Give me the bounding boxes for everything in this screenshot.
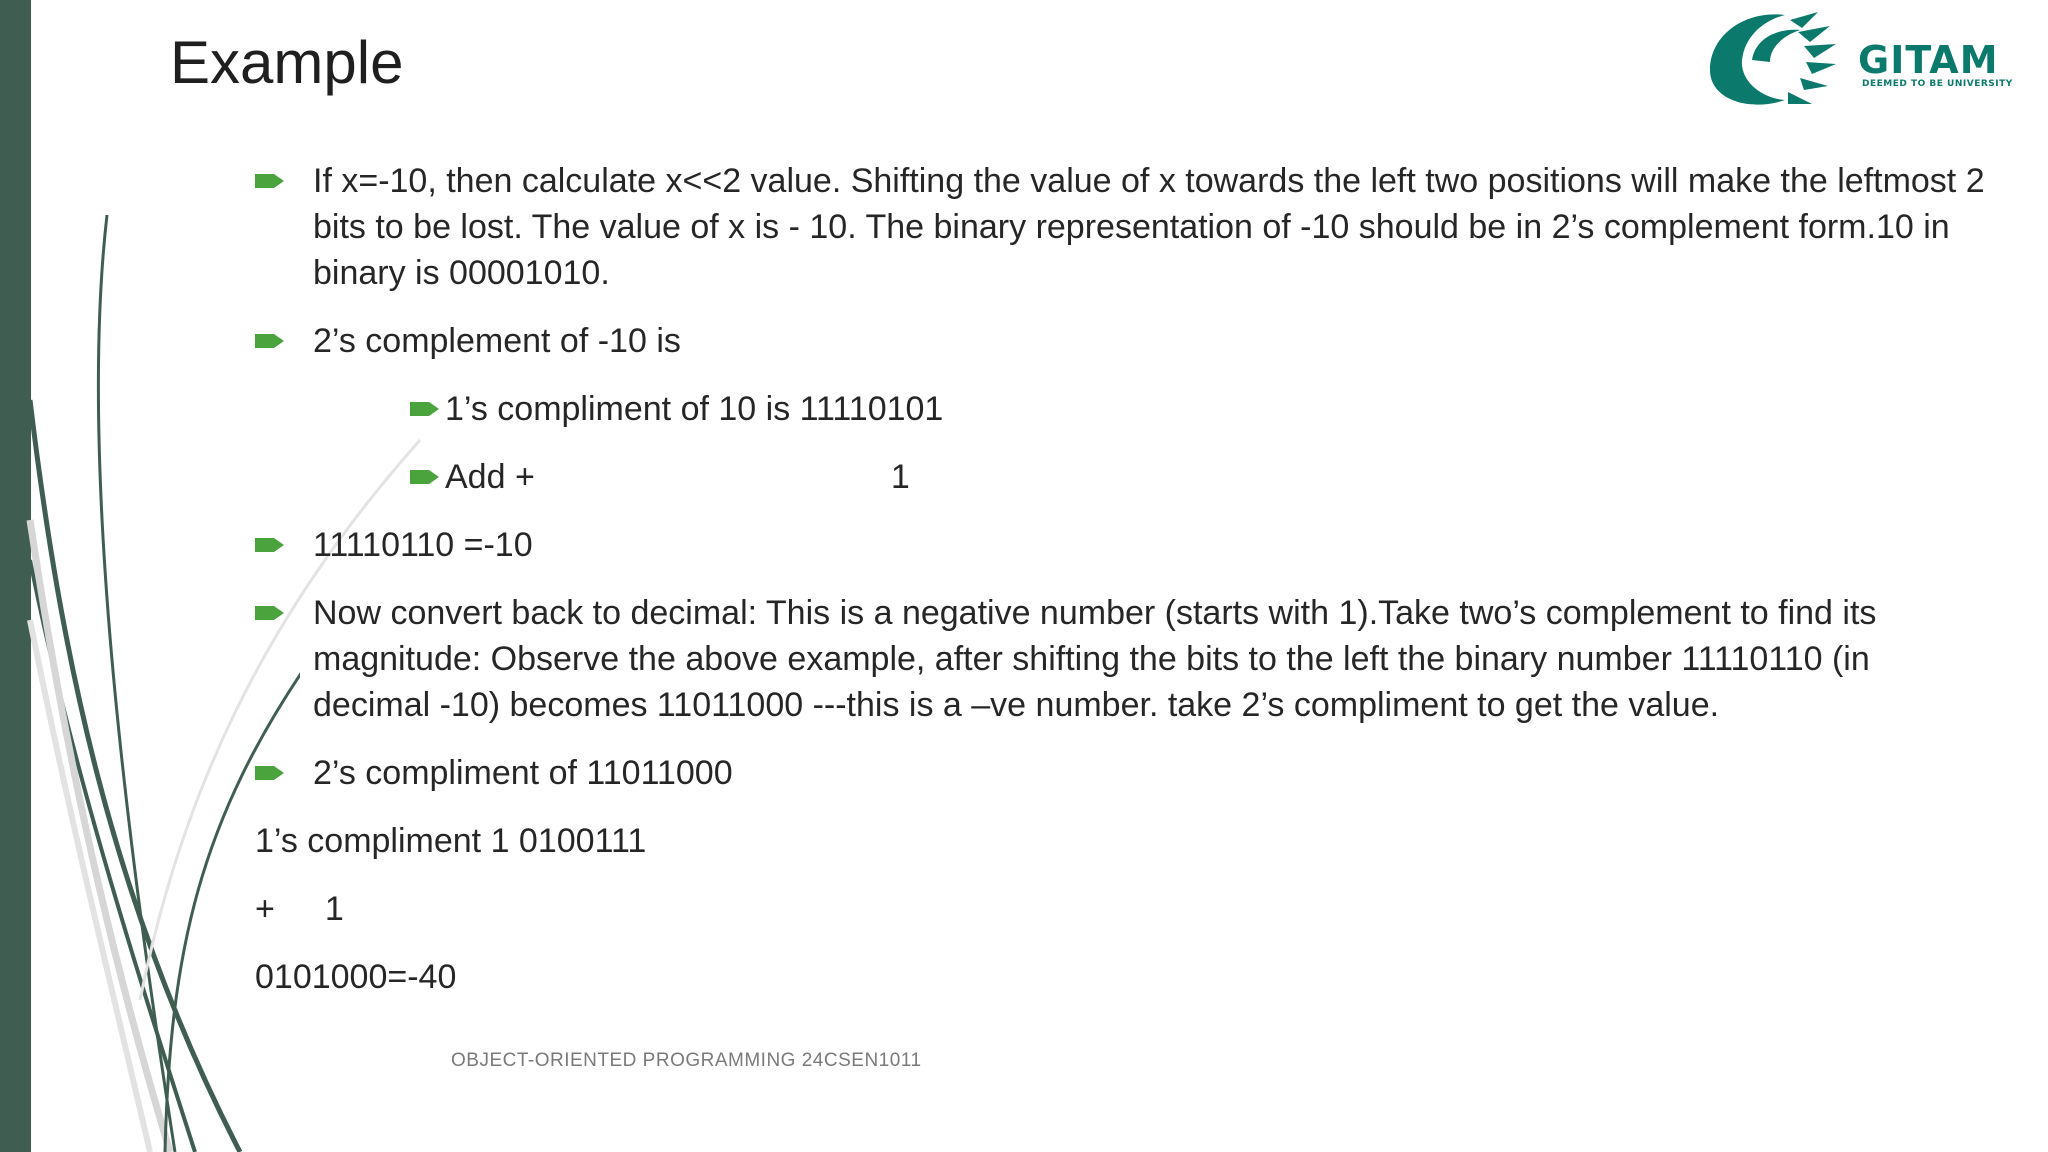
plus-sign: + xyxy=(255,890,275,928)
arrow-bullet-icon xyxy=(255,331,285,351)
arrow-bullet-icon xyxy=(255,763,285,783)
sub-bullet-text: Add + xyxy=(445,458,535,496)
logo-wordmark: GITAM xyxy=(1858,38,1999,82)
bullet-item xyxy=(255,590,1995,728)
slide-body xyxy=(255,158,1995,1000)
arrow-bullet-icon xyxy=(255,535,285,555)
logo-tagline: DEEMED TO BE UNIVERSITY xyxy=(1862,79,2013,89)
arrow-bullet-icon xyxy=(410,399,440,419)
gitam-emblem-icon xyxy=(1690,0,1850,120)
arrow-bullet-icon xyxy=(255,603,285,623)
sub-bullet-item xyxy=(410,386,1995,432)
plain-line xyxy=(255,886,1995,932)
slide-title: Example xyxy=(170,29,404,96)
slide-footer: OBJECT-ORIENTED PROGRAMMING 24CSEN1011 xyxy=(451,1050,922,1071)
bullet-text: If x=-10, then calculate x<<2 value. Shifting the value of x towards the left two positions will make the leftmost 2 bits to be lost. The value of x is - 10. The binary representation of -10 should be in 2’s complement form.10 in binary is 00001010. xyxy=(313,162,1985,292)
bullet-item xyxy=(255,750,1995,796)
arrow-bullet-icon xyxy=(410,467,440,487)
plain-line: 1’s compliment 1 0100111 xyxy=(255,822,647,860)
bullet-text: Now convert back to decimal: This is a negative number (starts with 1).Take two’s complement to find its magnitude: Observe the above example, after shifting the bits to the left the binary number 11110110 (in decimal -10) becomes 11011000 ---this is a –ve number. take 2’s compliment to get the value. xyxy=(313,594,1877,724)
bullet-text: 11110110 =-10 xyxy=(313,526,533,564)
sub-bullet-text: 1’s compliment of 10 is 11110101 xyxy=(445,390,944,428)
bullet-text: 2’s compliment of 11011000 xyxy=(313,754,733,792)
addend-value: 1 xyxy=(890,458,910,496)
bullet-item xyxy=(255,318,1995,364)
plain-line: 0101000=-40 xyxy=(255,958,457,996)
bullet-item xyxy=(255,158,1995,296)
bullet-text: 2’s complement of -10 is xyxy=(313,322,681,360)
gitam-logo xyxy=(1690,0,2048,120)
bullet-item xyxy=(255,522,1995,568)
sub-bullet-item xyxy=(410,454,1995,500)
arrow-bullet-icon xyxy=(255,171,285,191)
plus-operand: 1 xyxy=(324,890,344,928)
